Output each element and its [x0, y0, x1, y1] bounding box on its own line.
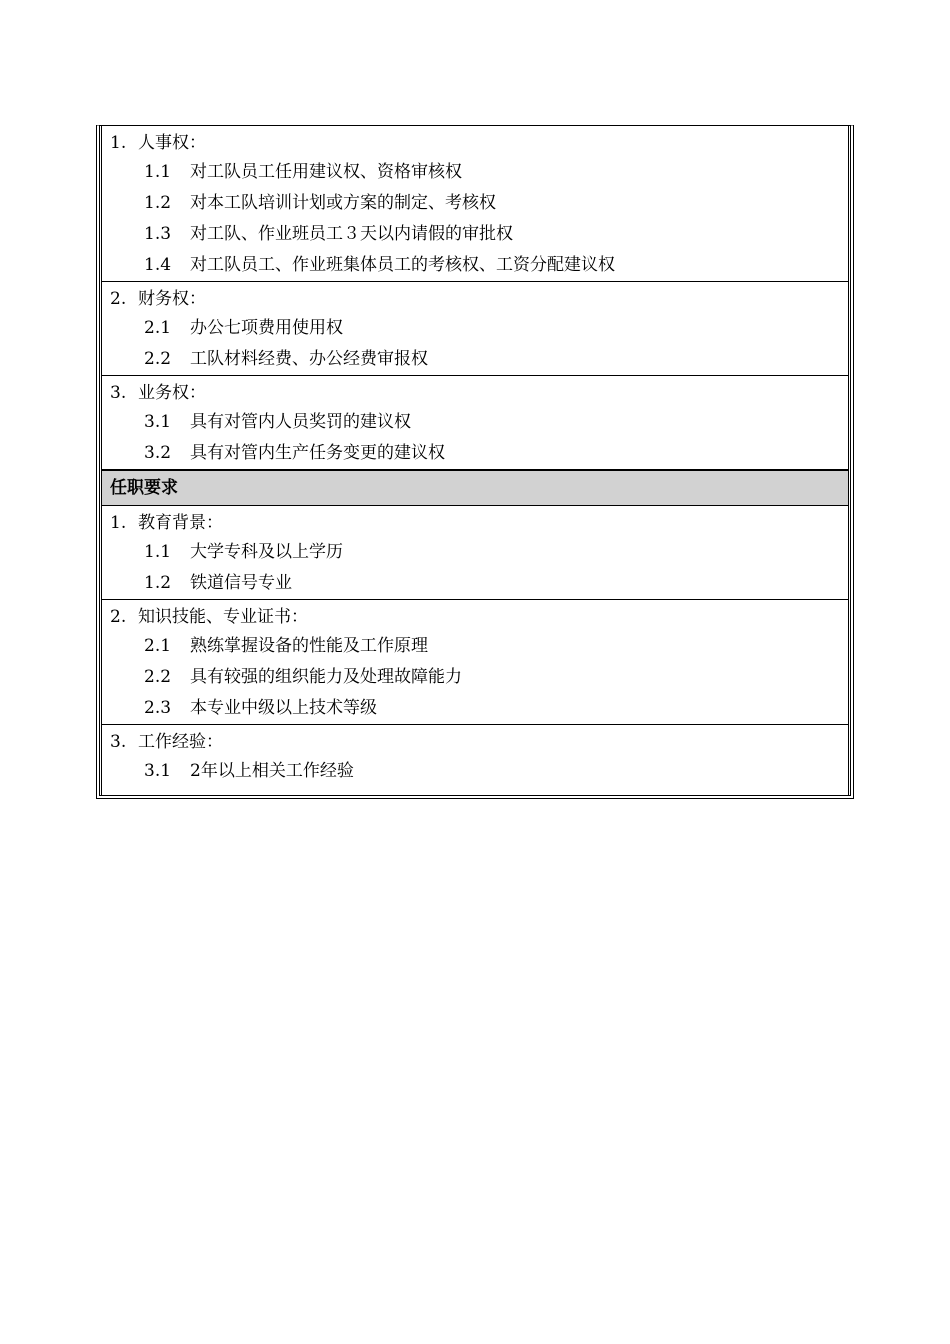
list-item: [102, 756, 848, 787]
sub-number: 2.3: [144, 698, 172, 718]
item-title: 教育背景：: [138, 513, 223, 533]
sub-text: 对本工队培训计划或方案的制定、考核权: [190, 193, 496, 213]
item-title: 业务权：: [138, 383, 206, 403]
authority-business-heading: [102, 380, 848, 407]
sub-text: 大学专科及以上学历: [190, 542, 343, 562]
sub-text: 具有对管内生产任务变更的建议权: [190, 443, 445, 463]
sub-number: 1.2: [144, 193, 172, 213]
list-item: [102, 407, 848, 438]
sub-number: 1.4: [144, 255, 172, 275]
item-number: 3.: [110, 383, 127, 403]
list-item: [102, 438, 848, 469]
authority-finance-block: [102, 282, 848, 376]
item-number: 2.: [110, 607, 127, 627]
sub-number: 3.1: [144, 761, 172, 781]
sub-number: 2.2: [144, 667, 172, 687]
authority-business-block: [102, 376, 848, 471]
requirements-experience-heading: [102, 729, 848, 756]
list-item: [102, 188, 848, 219]
requirements-section-header: 任职要求: [102, 471, 848, 506]
item-title: 知识技能、专业证书：: [138, 607, 308, 627]
requirements-education-block: [102, 506, 848, 600]
list-item: [102, 219, 848, 250]
requirements-skills-block: [102, 600, 848, 725]
table-inner: [101, 126, 849, 795]
list-item: [102, 568, 848, 599]
list-item: [102, 662, 848, 693]
sub-text: 具有对管内人员奖罚的建议权: [190, 412, 411, 432]
list-item: [102, 157, 848, 188]
sub-number: 1.1: [144, 162, 172, 182]
requirements-skills-heading: [102, 604, 848, 631]
sub-number: 2.2: [144, 349, 172, 369]
authority-finance-heading: [102, 286, 848, 313]
sub-text: 对工队、作业班员工３天以内请假的审批权: [190, 224, 513, 244]
sub-text: 对工队员工、作业班集体员工的考核权、工资分配建议权: [190, 255, 615, 275]
list-item: [102, 313, 848, 344]
requirements-education-heading: [102, 510, 848, 537]
requirements-experience-block: [102, 725, 848, 795]
item-title: 人事权：: [138, 133, 206, 153]
sub-number: 1.3: [144, 224, 172, 244]
authority-personnel-heading: [102, 130, 848, 157]
item-title: 工作经验：: [138, 732, 223, 752]
sub-number: 1.1: [144, 542, 172, 562]
item-title: 财务权：: [138, 289, 206, 309]
sub-number: 3.1: [144, 412, 172, 432]
item-number: 3.: [110, 732, 127, 752]
list-item: [102, 693, 848, 724]
sub-text: 本专业中级以上技术等级: [190, 698, 377, 718]
item-number: 1.: [110, 513, 127, 533]
job-description-table: [96, 125, 854, 799]
sub-text: 铁道信号专业: [190, 573, 292, 593]
sub-text: 熟练掌握设备的性能及工作原理: [190, 636, 428, 656]
list-item: [102, 250, 848, 281]
sub-number: 2.1: [144, 636, 172, 656]
item-number: 1.: [110, 133, 127, 153]
sub-text: 具有较强的组织能力及处理故障能力: [190, 667, 462, 687]
authority-personnel-block: [102, 126, 848, 282]
list-item: [102, 344, 848, 375]
sub-text: 对工队员工任用建议权、资格审核权: [190, 162, 462, 182]
sub-text: 2年以上相关工作经验: [190, 761, 354, 781]
sub-number: 1.2: [144, 573, 172, 593]
list-item: [102, 631, 848, 662]
sub-number: 2.1: [144, 318, 172, 338]
sub-text: 工队材料经费、办公经费审报权: [190, 349, 428, 369]
list-item: [102, 537, 848, 568]
sub-text: 办公七项费用使用权: [190, 318, 343, 338]
sub-number: 3.2: [144, 443, 172, 463]
item-number: 2.: [110, 289, 127, 309]
